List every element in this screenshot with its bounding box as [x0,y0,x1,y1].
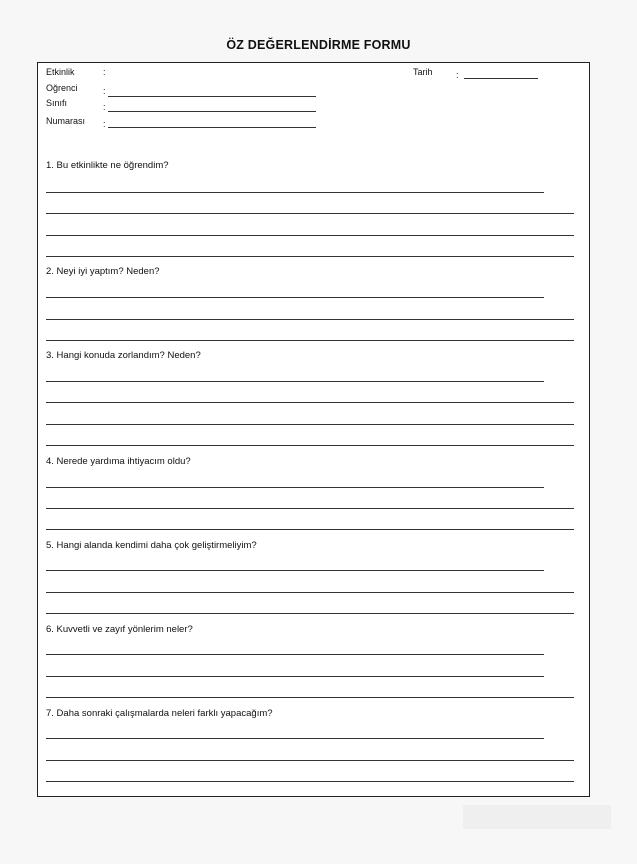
form-frame [37,62,590,797]
field-colon-ogrenci: : [103,86,106,96]
answer-line[interactable] [46,213,574,214]
answer-line[interactable] [46,381,544,382]
tarih-input-line[interactable] [464,78,538,79]
numarasi-input-line[interactable] [108,127,316,128]
form-title: ÖZ DEĞERLENDİRME FORMU [226,38,411,52]
answer-line[interactable] [46,424,574,425]
field-colon-etkinlik: : [103,67,106,77]
answer-line[interactable] [46,297,544,298]
field-label-sinifi: Sınıfı [46,98,68,108]
answer-line[interactable] [46,613,574,614]
field-colon-tarih: : [456,70,459,80]
answer-line[interactable] [46,738,544,739]
answer-line[interactable] [46,697,574,698]
question-4: 4. Nerede yardıma ihtiyacım oldu? [46,456,191,467]
scan-shadow [463,805,611,829]
answer-line[interactable] [46,340,574,341]
field-label-tarih: Tarih [413,67,433,77]
ogrenci-input-line[interactable] [108,96,316,97]
answer-line[interactable] [46,235,574,236]
answer-line[interactable] [46,592,574,593]
answer-line[interactable] [46,529,574,530]
field-label-numarasi: Numarası [46,116,86,126]
answer-line[interactable] [46,256,574,257]
answer-line[interactable] [46,445,574,446]
question-7: 7. Daha sonraki çalışmalarda neleri farklı yapacağım? [46,708,273,719]
question-5: 5. Hangi alanda kendimi daha çok geliştirmeliyim? [46,540,257,551]
field-colon-sinifi: : [103,102,106,112]
field-colon-numarasi: : [103,119,106,129]
answer-line[interactable] [46,781,574,782]
answer-line[interactable] [46,654,544,655]
answer-line[interactable] [46,570,544,571]
field-label-etkinlik: Etkinlik [46,67,75,77]
answer-line[interactable] [46,192,544,193]
question-6: 6. Kuvvetli ve zayıf yönlerim neler? [46,624,193,635]
answer-line[interactable] [46,676,544,677]
question-3: 3. Hangi konuda zorlandım? Neden? [46,350,201,361]
field-label-ogrenci: Oğrenci [46,83,78,93]
answer-line[interactable] [46,760,574,761]
answer-line[interactable] [46,402,574,403]
answer-line[interactable] [46,508,574,509]
answer-line[interactable] [46,319,574,320]
question-2: 2. Neyi iyi yaptım? Neden? [46,266,160,277]
question-1: 1. Bu etkinlikte ne öğrendim? [46,160,169,171]
answer-line[interactable] [46,487,544,488]
sinifi-input-line[interactable] [108,111,316,112]
